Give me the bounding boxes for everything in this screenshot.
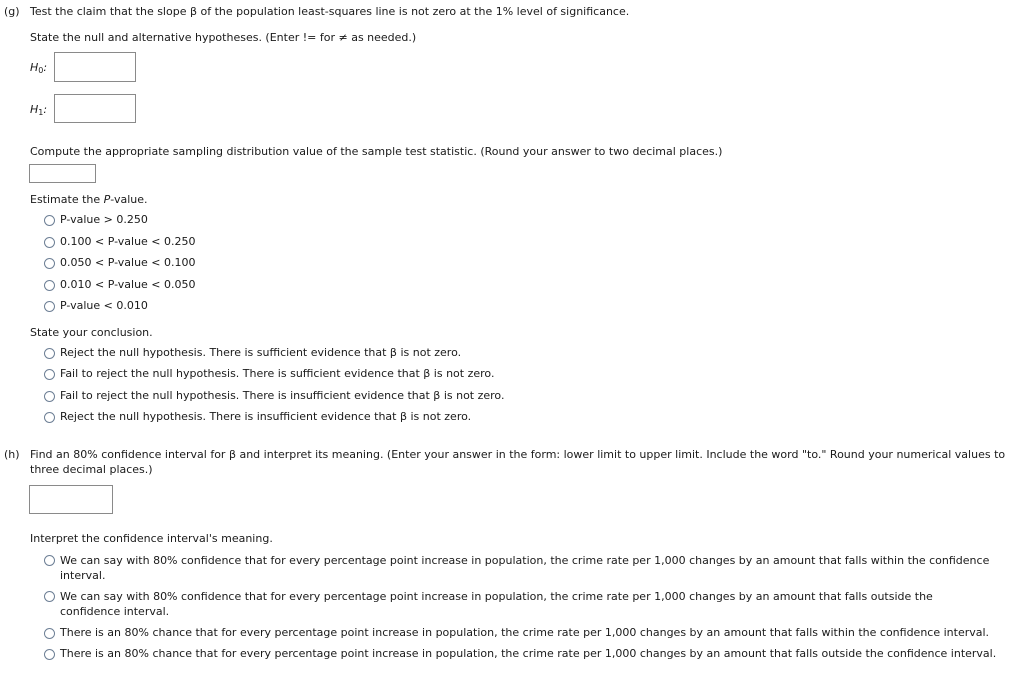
radio-button[interactable] bbox=[44, 412, 55, 423]
interpret-prompt: Interpret the confidence interval's meaning. bbox=[30, 532, 273, 545]
h0-label: $H_0$: bbox=[30, 61, 48, 75]
conclusion-option-label[interactable]: Reject the null hypothesis. There is insufficient evidence that β is not zero. bbox=[60, 410, 472, 423]
h1-label: $H_1$: bbox=[30, 103, 48, 117]
radio-button[interactable] bbox=[44, 649, 55, 660]
radio-button[interactable] bbox=[44, 215, 55, 226]
conclusion-option-label[interactable]: Fail to reject the null hypothesis. There is sufficient evidence that β is not zero. bbox=[60, 367, 495, 380]
pvalue-prompt: Estimate the P-value. bbox=[30, 193, 148, 206]
radio-button[interactable] bbox=[44, 280, 55, 291]
radio-button[interactable] bbox=[44, 369, 55, 380]
part-h-prompt: Find an 80% confidence interval for β and interpret its meaning. (Enter your answer in the form: lower limit to upper limit. Include the word "to." Round your numerical values to three decimal places.) bbox=[30, 448, 1006, 476]
part-g-prompt: Test the claim that the slope β of the population least-squares line is not zero at the 1% level of significance. bbox=[30, 5, 630, 18]
h1-input[interactable] bbox=[54, 94, 136, 123]
pvalue-option-label[interactable]: 0.100 < P-value < 0.250 bbox=[60, 235, 196, 248]
radio-button[interactable] bbox=[44, 237, 55, 248]
radio-button[interactable] bbox=[44, 391, 55, 402]
pvalue-option-label[interactable]: 0.010 < P-value < 0.050 bbox=[60, 278, 196, 291]
test-statistic-instruction: Compute the appropriate sampling distribution value of the sample test statistic. (Round your answer to two decimal places.) bbox=[30, 145, 723, 158]
conclusion-option-label[interactable]: Reject the null hypothesis. There is sufficient evidence that β is not zero. bbox=[60, 346, 462, 359]
h0-input[interactable] bbox=[54, 52, 136, 82]
radio-button[interactable] bbox=[44, 348, 55, 359]
radio-button[interactable] bbox=[44, 628, 55, 639]
test-statistic-input[interactable] bbox=[29, 164, 96, 183]
interpret-option-label[interactable]: We can say with 80% confidence that for every percentage point increase in population, the crime rate per 1,000 changes by an amount that falls outside the confidence interval. bbox=[60, 590, 933, 618]
conclusion-prompt: State your conclusion. bbox=[30, 326, 153, 339]
part-g-marker: (g) bbox=[4, 5, 20, 18]
pvalue-option-label[interactable]: 0.050 < P-value < 0.100 bbox=[60, 256, 196, 269]
radio-button[interactable] bbox=[44, 258, 55, 269]
part-h-marker: (h) bbox=[4, 448, 20, 461]
conclusion-option-label[interactable]: Fail to reject the null hypothesis. There is insufficient evidence that β is not zero. bbox=[60, 389, 505, 402]
interpret-option-label[interactable]: There is an 80% chance that for every percentage point increase in population, the crime rate per 1,000 changes by an amount that falls within the confidence interval. bbox=[60, 626, 990, 639]
radio-button[interactable] bbox=[44, 555, 55, 566]
hypotheses-instruction: State the null and alternative hypotheses. (Enter != for ≠ as needed.) bbox=[30, 31, 417, 44]
pvalue-option-label[interactable]: P-value < 0.010 bbox=[60, 299, 148, 312]
interpret-option-label[interactable]: We can say with 80% confidence that for every percentage point increase in population, the crime rate per 1,000 changes by an amount that falls within the confidence interval. bbox=[60, 554, 990, 582]
pvalue-option-label[interactable]: P-value > 0.250 bbox=[60, 213, 148, 226]
interpret-option-label[interactable]: There is an 80% chance that for every percentage point increase in population, the crime rate per 1,000 changes by an amount that falls outside the confidence interval. bbox=[60, 647, 997, 660]
confidence-interval-input[interactable] bbox=[29, 485, 113, 514]
radio-button[interactable] bbox=[44, 301, 55, 312]
radio-button[interactable] bbox=[44, 591, 55, 602]
